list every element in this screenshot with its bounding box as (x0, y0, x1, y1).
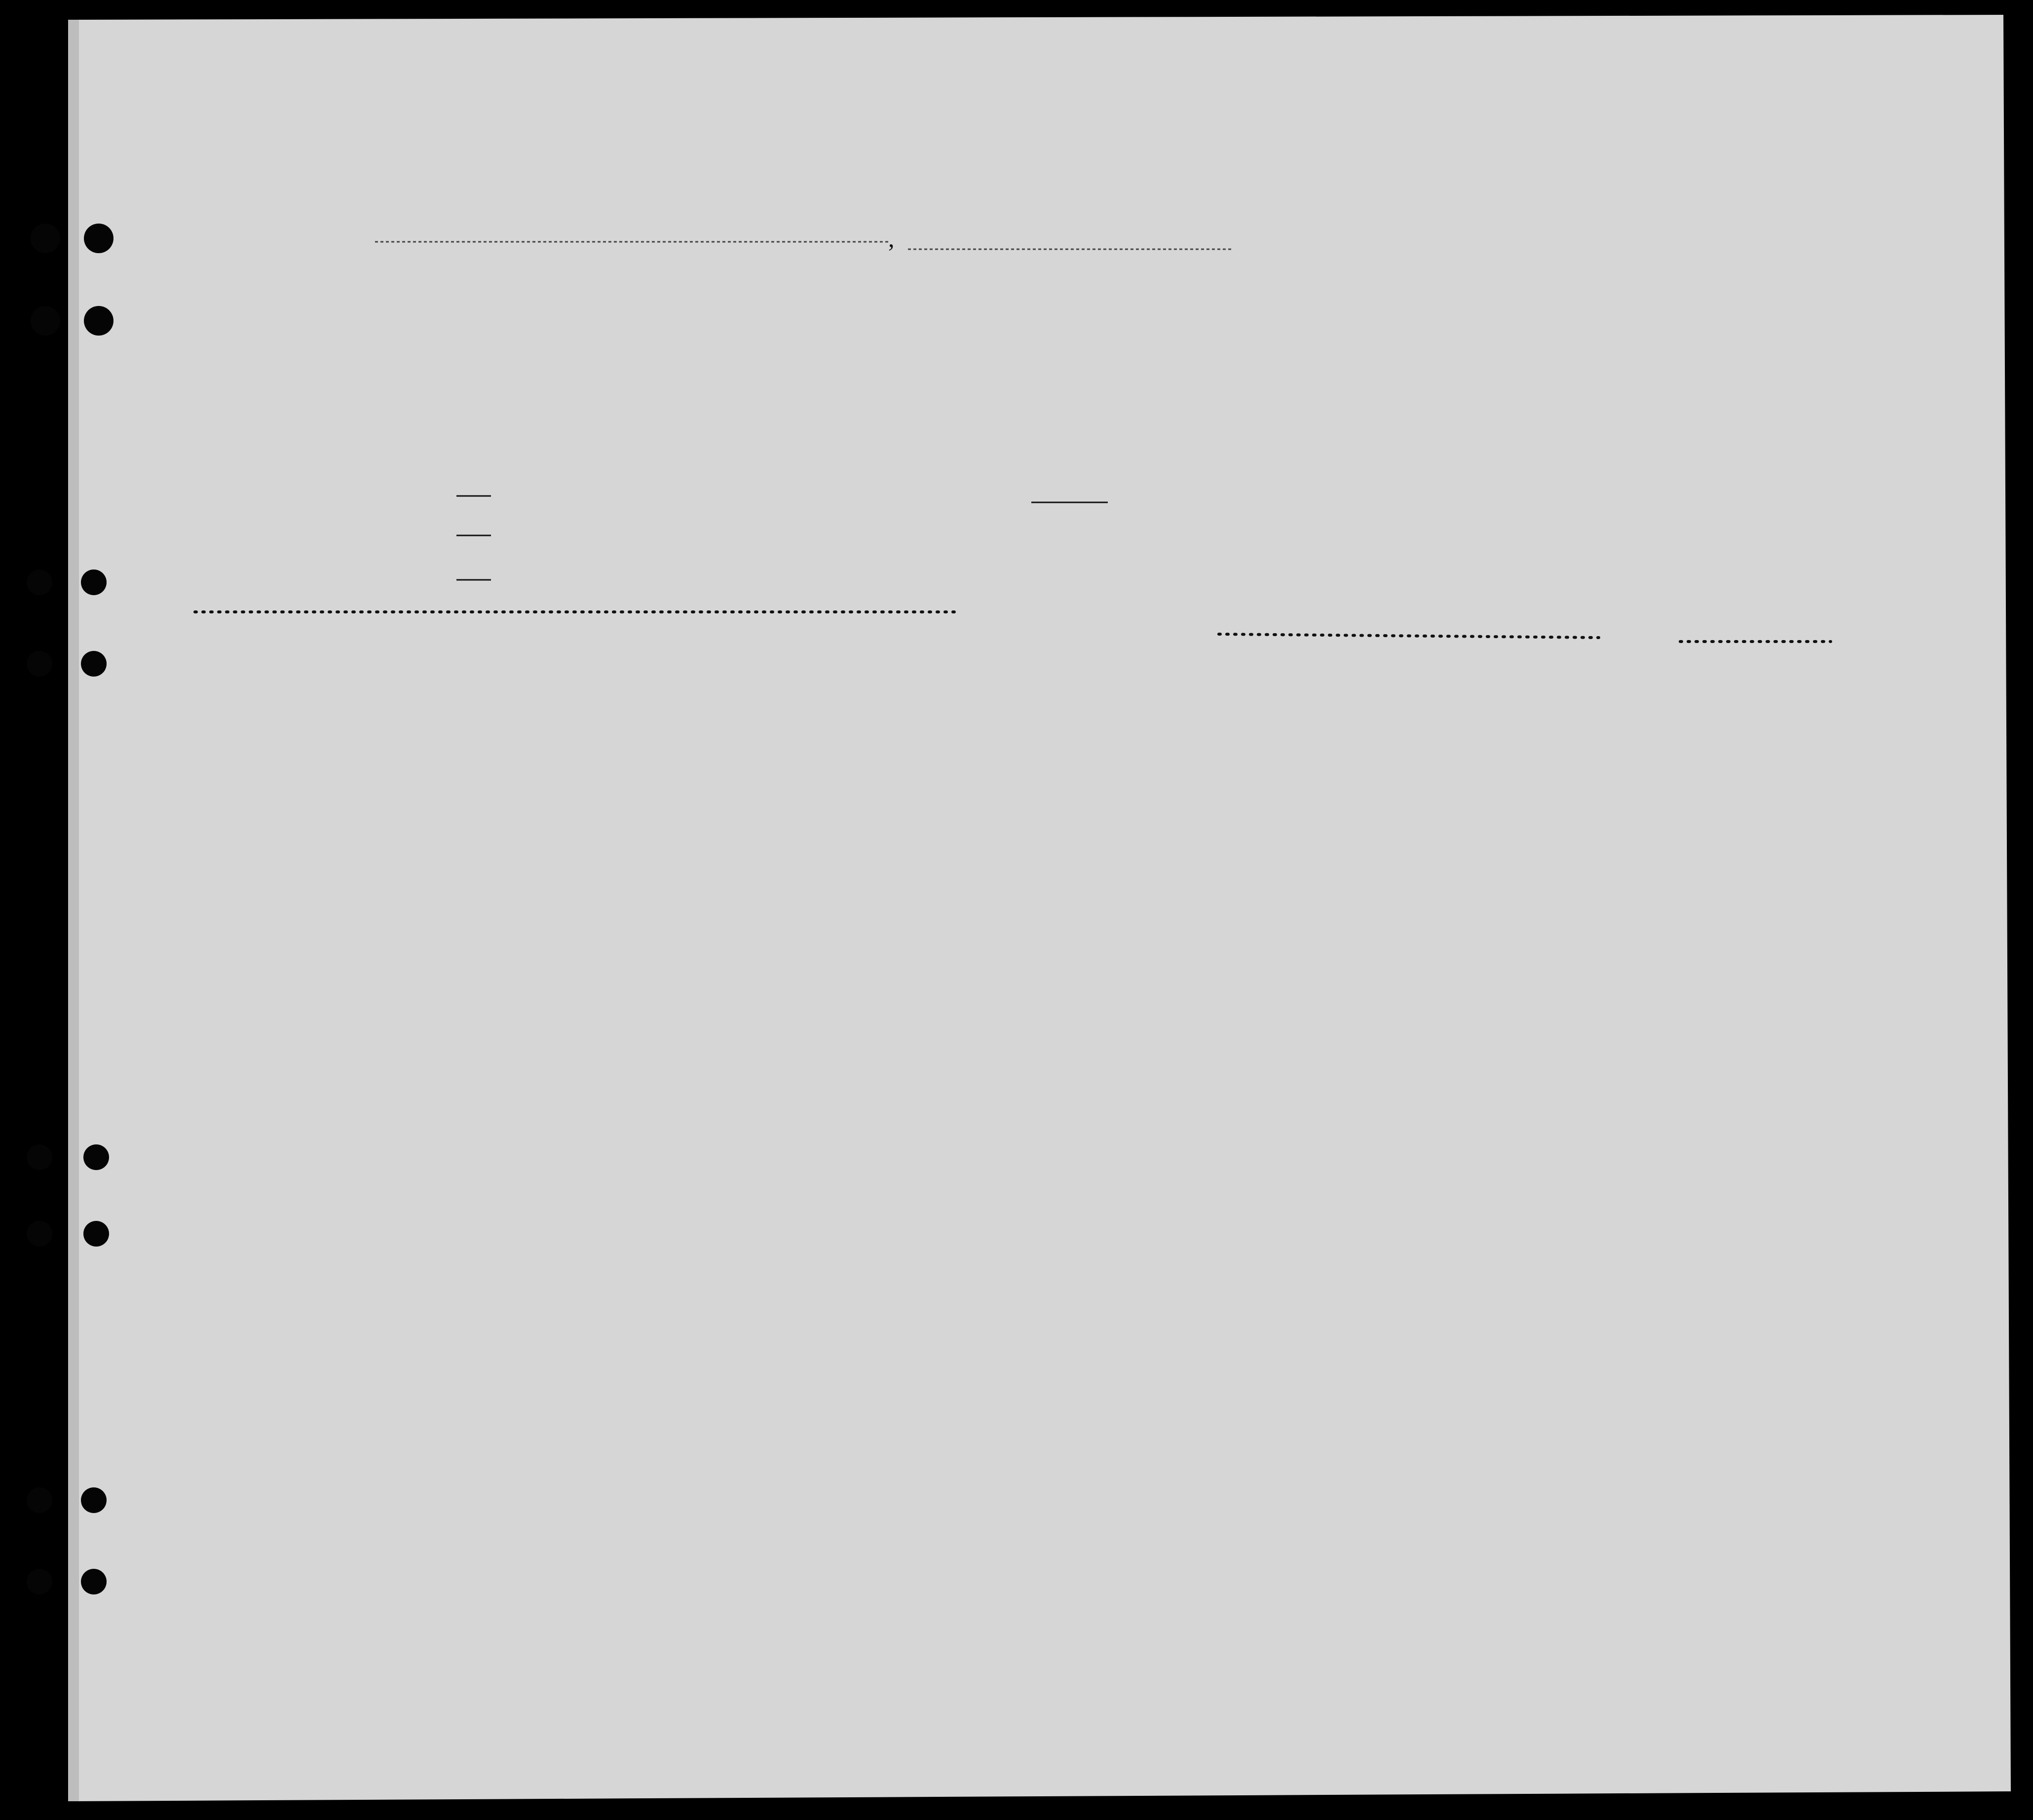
header-arrested (1528, 316, 1550, 449)
header-overthrow (1412, 316, 1467, 449)
header-purpose-citizen (1285, 348, 1318, 452)
header-excluded (1505, 316, 1527, 449)
page-edge (68, 20, 79, 1801)
comma: , (888, 225, 895, 252)
header-prison (1321, 316, 1356, 449)
paper (74, 15, 2011, 1801)
header-purpose-length (1249, 348, 1284, 452)
header-purpose-return (1208, 348, 1247, 452)
header-labor-offer (1469, 316, 1503, 449)
